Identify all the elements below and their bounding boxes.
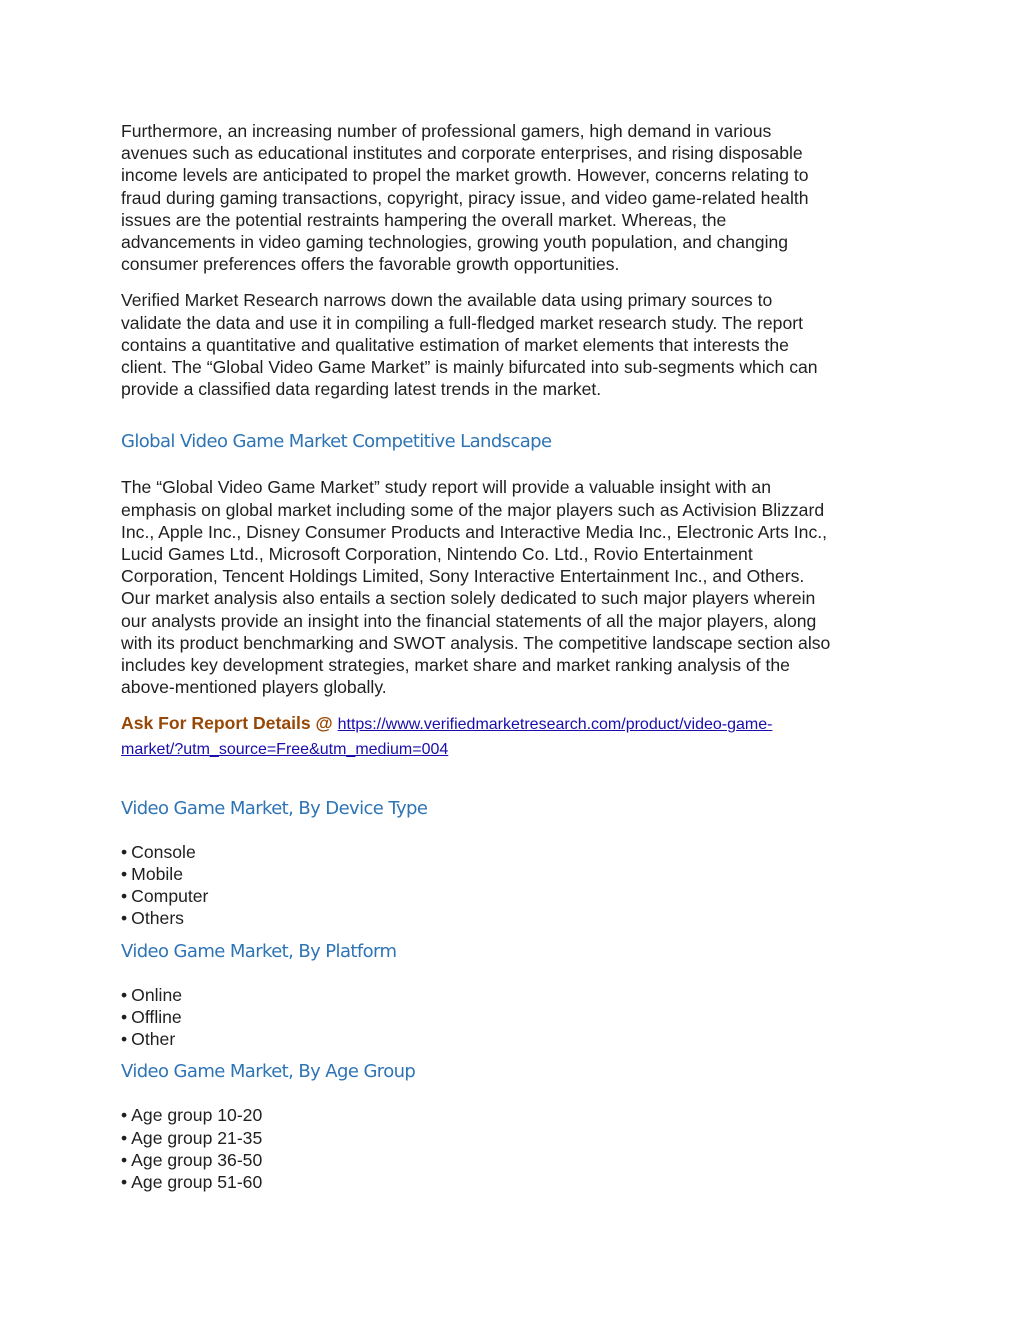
age-group-heading: Video Game Market, By Age Group [121,1061,416,1083]
list-item [121,1104,911,1126]
list-item-label: Age group 36-50 [131,1149,263,1170]
list-item-label: Other [131,1029,176,1050]
landscape-paragraph: The “Global Video Game Market” study report will provide a valuable insight with an emphasis on global market including some of the major players such as Activision Blizzard Inc., Apple Inc., Disney Consumer Products and Interactive Media Inc., Electronic Arts Inc., Lucid Games Ltd., Microsoft Corporation, Nintendo Co. Ltd., Rovio Entertainment Corporation, Tencent Holdings Limited, Sony Interactive Entertainment Inc., and Others. Our market analysis also entails a section solely dedicated to such major players wherein our analysts provide an insight into the financial statements of all the major players, along with its product benchmarking and SWOT analysis. The competitive landscape section also includes key development strategies, market share and market ranking analysis of the above-mentioned players globally. [121,477,831,698]
research-paragraph: Verified Market Research narrows down the available data using primary sources to validate the data and use it in compiling a full-fledged market research study. The report contains a quantitative and qualitative estimation of market elements that interests the client. The “Global Video Game Market” is mainly bifurcated into sub-segments which can provide a classified data regarding latest trends in the market. [121,290,818,400]
ask-report-label: Ask For Report Details @ [121,713,333,734]
competitive-landscape-heading: Global Video Game Market Competitive Landscape [121,431,552,453]
list-item-label: Offline [131,1006,182,1027]
bullet-marker: • [121,886,128,907]
bullet-marker: • [121,1127,128,1148]
list-item [121,885,911,907]
bullet-marker: • [121,864,128,885]
list-item [121,1127,911,1149]
bullet-marker: • [121,1171,128,1192]
list-item [121,907,911,929]
list-item-label: Age group 10-20 [131,1105,263,1126]
intro-paragraph: Furthermore, an increasing number of professional gamers, high demand in various avenues such as educational institutes and corporate enterprises, and rising disposable income levels are anticipated to propel the market growth. However, concerns relating to fraud during gaming transactions, copyright, piracy issue, and video game-related health issues are the potential restraints hampering the overall market. Whereas, the advancements in video gaming technologies, growing youth population, and changing consumer preferences offers the favorable growth opportunities. [121,121,809,275]
list-item [121,863,911,885]
list-item [121,1028,911,1050]
bullet-marker: • [121,908,128,929]
platform-list [121,984,911,1051]
list-item [121,841,911,863]
list-item [121,1006,911,1028]
list-item-label: Mobile [131,864,183,885]
device-type-list [121,841,911,930]
bullet-marker: • [121,1006,128,1027]
list-item [121,1149,911,1171]
platform-heading: Video Game Market, By Platform [121,940,397,962]
age-group-list [121,1104,911,1193]
list-item-label: Others [131,908,184,929]
report-link-line-2: market/?utm_source=Free&utm_medium=004 [121,740,449,758]
bullet-marker: • [121,841,128,862]
report-details-line [121,712,911,760]
device-type-heading: Video Game Market, By Device Type [121,797,428,819]
bullet-marker: • [121,1149,128,1170]
list-item-label: Age group 51-60 [131,1171,263,1192]
list-item [121,1171,911,1193]
bullet-marker: • [121,1029,128,1050]
list-item [121,984,911,1006]
list-item-label: Online [131,984,183,1005]
list-item-label: Console [131,841,196,862]
list-item-label: Age group 21-35 [131,1127,263,1148]
document-page [121,120,911,1193]
bullet-marker: • [121,984,128,1005]
report-link-line-1: https://www.verifiedmarketresearch.com/product/video-game- [337,716,773,734]
list-item-label: Computer [131,886,209,907]
bullet-marker: • [121,1105,128,1126]
